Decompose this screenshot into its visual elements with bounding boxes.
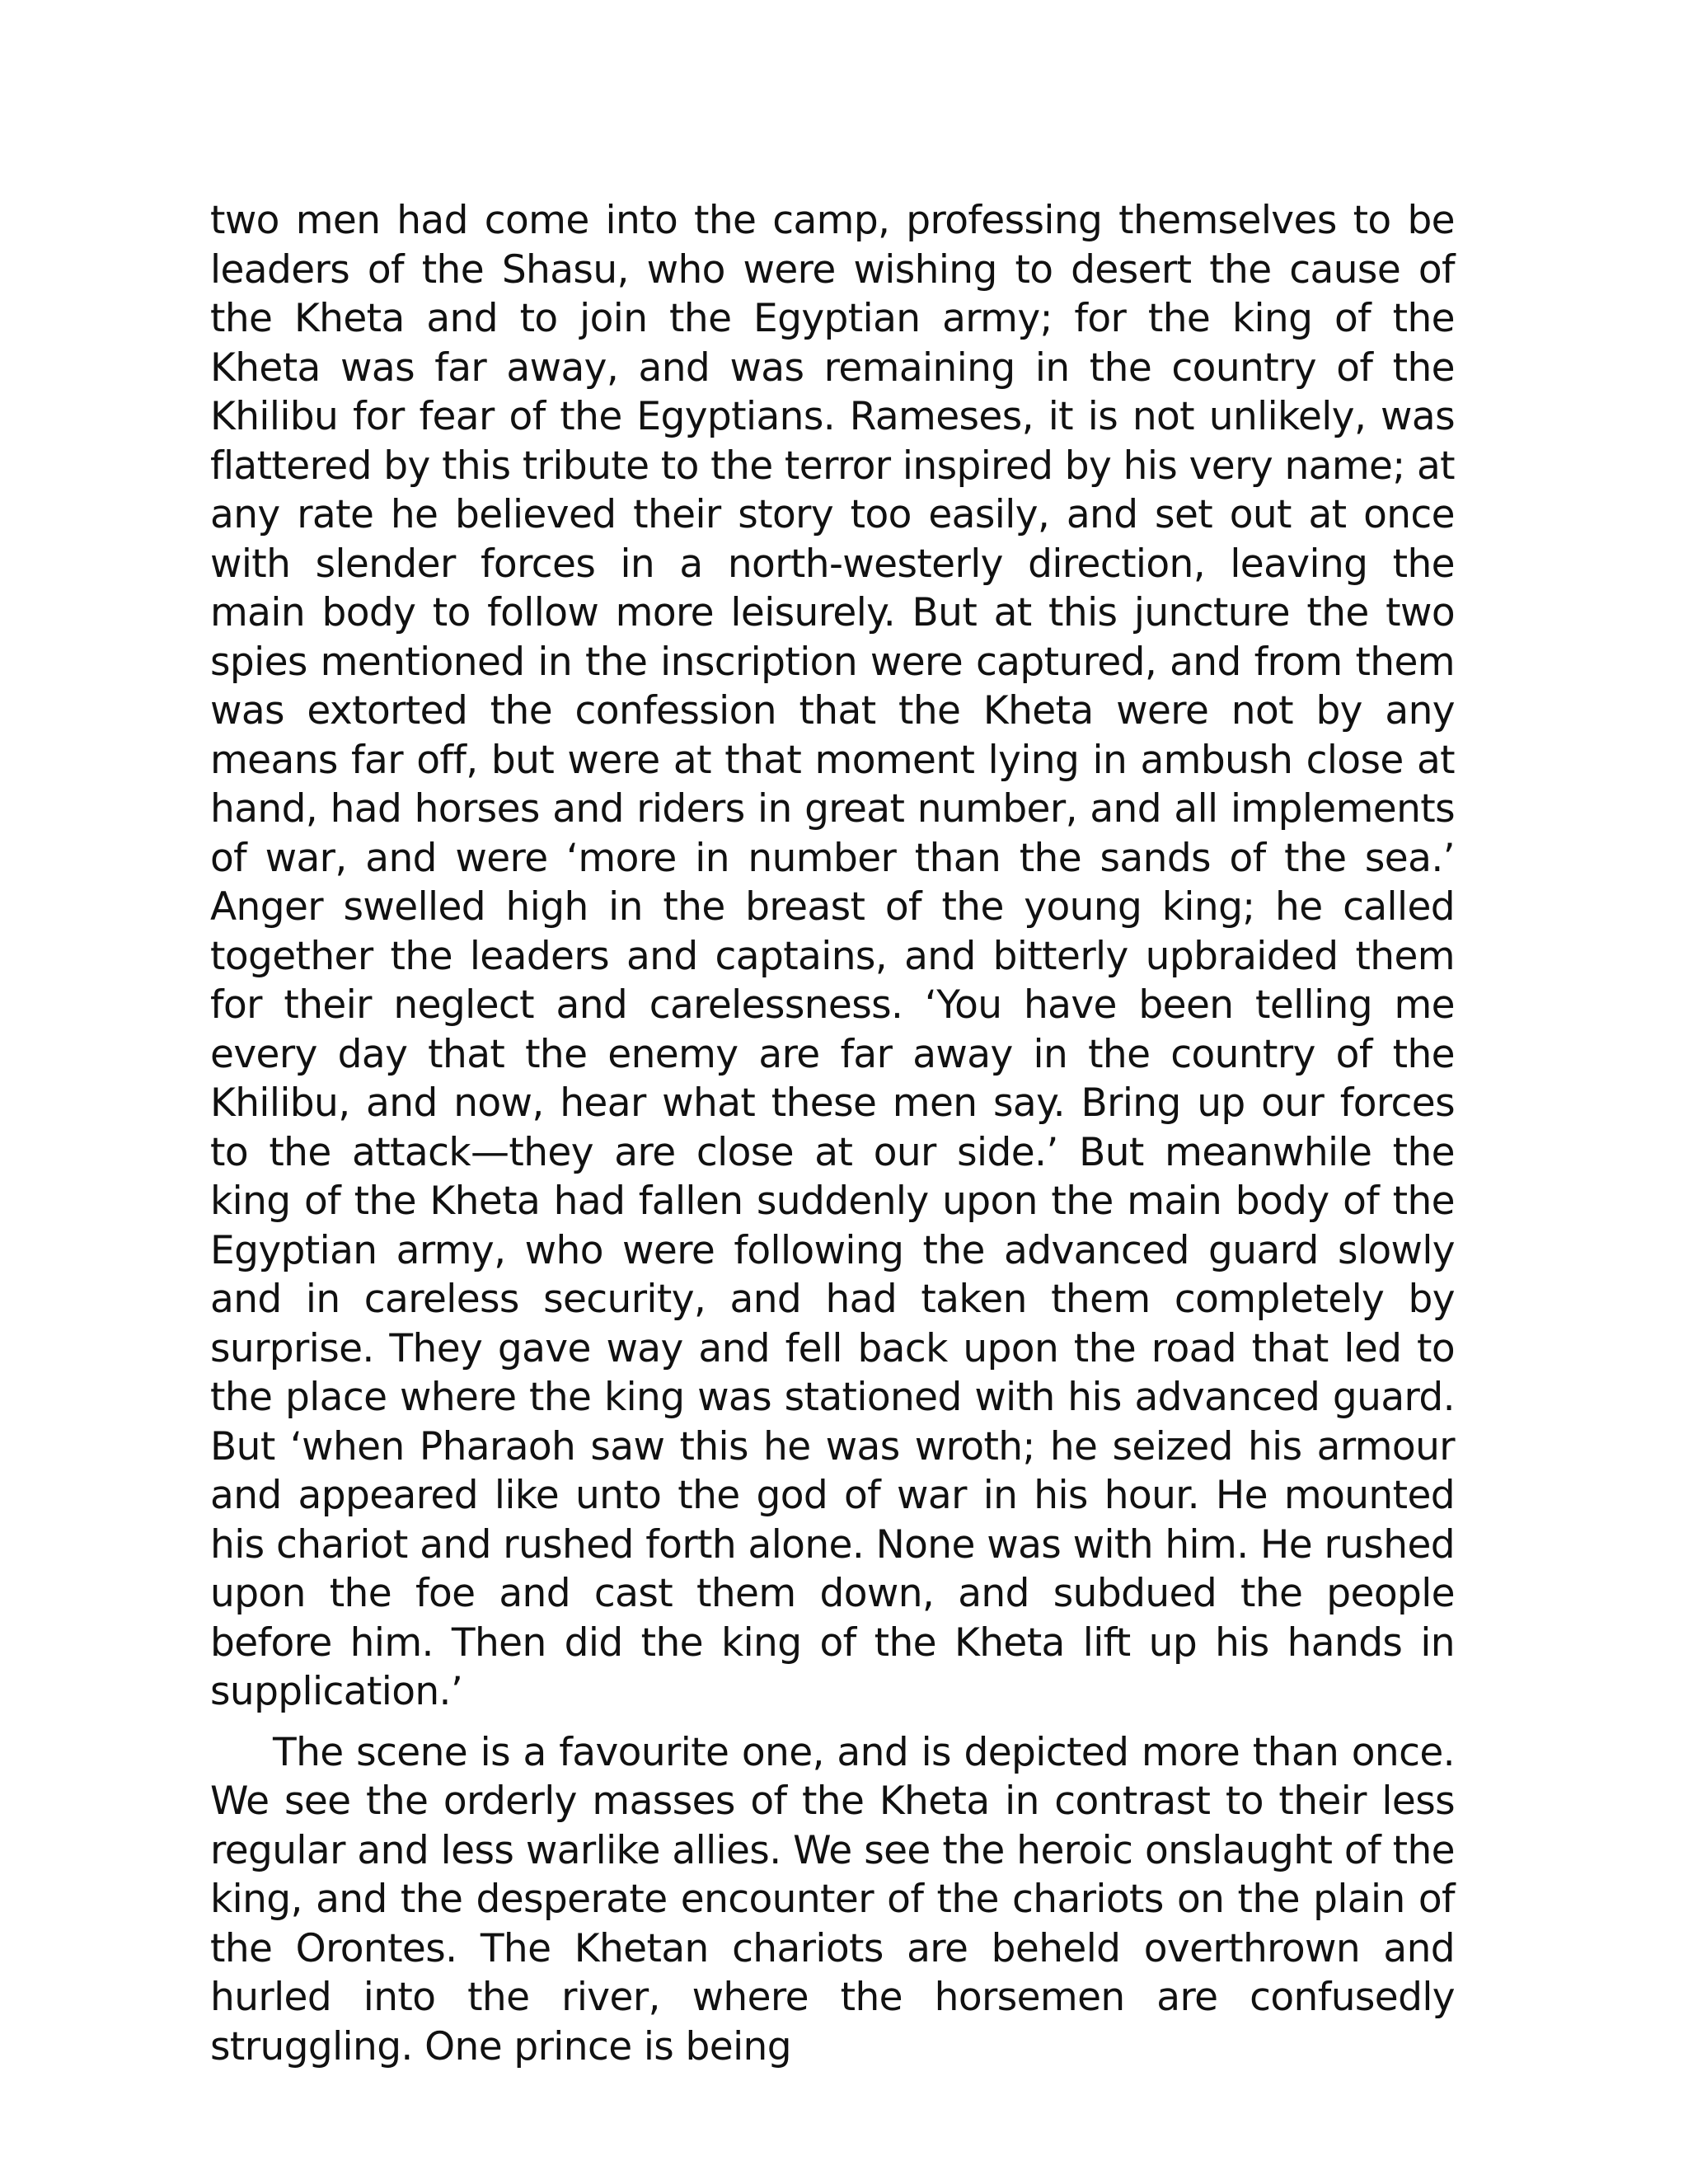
paragraph-scene: The scene is a favourite one, and is depicted more than once. We see the orderly masses of the Kheta in contrast to their less regular and less warlike allies. We see the heroic onslaught of the king, and the desperate encounter of the chariots on the plain of the Orontes. The Khetan chariots are beheld overthrown and hurled into the river, where the horsemen are confusedly struggling. One prince is being bbox=[210, 1729, 1455, 2069]
body-text bbox=[210, 196, 1455, 2071]
paragraph-continued: two men had come into the camp, professing themselves to be leaders of the Shasu, who were wishing to desert the cause of the Kheta and to join the Egyptian army; for the king of the Kheta was far away, and was remaining in the country of the Khilibu for fear of the Egyptians. Rameses, it is not unlikely, was flattered by this tribute to the terror inspired by his very name; at any rate he believed their story too easily, and set out at once with slender forces in a north-westerly direction, leaving the main body to follow more leisurely. But at this juncture the two spies mentioned in the inscription were captured, and from them was extorted the confession that the Kheta were not by any means far off, but were at that moment lying in ambush close at hand, had horses and riders in great number, and all implements of war, and were ‘more in number than the sands of the sea.’ Anger swelled high in the breast of the young king; he called together the leaders and captains, and bitterly upbraided them for their neglect and carelessness. ‘You have been telling me every day that the enemy are far away in the country of the Khilibu, and now, hear what these men say. Bring up our forces to the attack—they are close at our side.’ But meanwhile the king of the Kheta had fallen suddenly upon the main body of the Egyptian army, who were following the advanced guard slowly and in careless security, and had taken them completely by surprise. They gave way and fell back upon the road that led to the place where the king was stationed with his advanced guard. But ‘when Pharaoh saw this he was wroth; he seized his armour and appeared like unto the god of war in his hour. He mounted his chariot and rushed forth alone. None was with him. He rushed upon the foe and cast them down, and subdued the people before him. Then did the king of the Kheta lift up his hands in supplication.’ bbox=[210, 198, 1455, 1714]
